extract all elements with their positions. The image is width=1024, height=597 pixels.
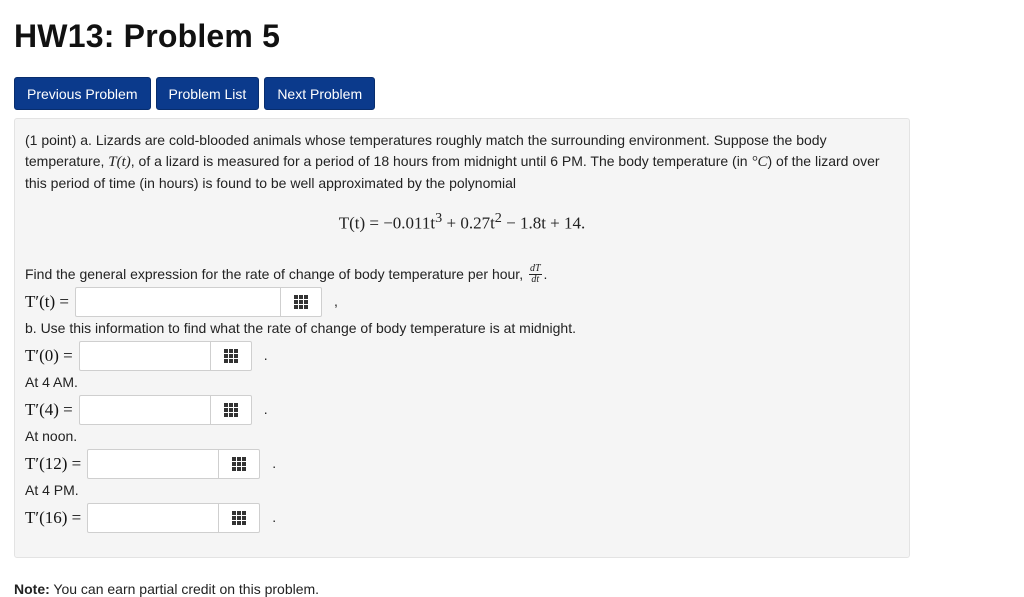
noon-label: T′(12) = [25, 454, 82, 474]
answer-row-4pm [25, 501, 899, 534]
equation-editor-button[interactable] [211, 341, 252, 371]
partial-credit-note [14, 581, 319, 597]
derivative-trail: , [334, 293, 338, 310]
equation-mid: + 0.27t [442, 213, 495, 233]
problem-panel [14, 118, 910, 558]
derivative-answer-input[interactable] [75, 287, 281, 317]
problem-list-button[interactable]: Problem List [156, 77, 260, 110]
fraction-numerator: dT [529, 263, 541, 275]
intro-text-end: ) of the lizard over this period of time (in hours) is found to be well approximated by the polynomial [25, 153, 880, 191]
find-trail: . [543, 265, 548, 282]
grid-icon [232, 511, 246, 525]
at-noon-text: At noon. [25, 428, 78, 445]
grid-icon [224, 403, 238, 417]
derivative-label: T′(t) = [25, 292, 69, 312]
previous-problem-button[interactable]: Previous Problem [14, 77, 151, 110]
midnight-trail: . [263, 347, 268, 364]
equation-editor-button[interactable] [219, 449, 260, 479]
answer-row-noon [25, 447, 899, 480]
equation-exp3: 3 [435, 210, 443, 226]
grid-icon [232, 457, 246, 471]
problem-nav [14, 77, 375, 110]
unit-math: °C [751, 154, 768, 170]
four-am-trail: . [263, 401, 268, 418]
answer-row-midnight [25, 339, 899, 372]
equation-exp2: 2 [494, 210, 502, 226]
midnight-answer-input[interactable] [79, 341, 211, 371]
note-text: You can earn partial credit on this problem. [49, 581, 320, 597]
note-label: Note: [14, 581, 50, 597]
equation-editor-button[interactable] [211, 395, 252, 425]
equation-editor-button[interactable] [219, 503, 260, 533]
four-pm-answer-input[interactable] [87, 503, 219, 533]
noon-answer-input[interactable] [87, 449, 219, 479]
four-pm-trail: . [272, 509, 277, 526]
equation-editor-button[interactable] [281, 287, 322, 317]
find-text: Find the general expression for the rate of change of body temperature per hour, [25, 265, 527, 282]
t-of-t-math: T(t) [108, 154, 131, 170]
at-4am-text: At 4 AM. [25, 374, 78, 391]
part-b-text: b. Use this information to find what the rate of change of body temperature is at midnight. [25, 320, 576, 337]
equation-rest: − 1.8t + 14. [501, 213, 586, 233]
noon-trail: . [272, 455, 277, 472]
four-am-label: T′(4) = [25, 400, 73, 420]
find-instruction [25, 264, 899, 286]
grid-icon [294, 295, 308, 309]
at-4pm-text: At 4 PM. [25, 482, 79, 499]
fraction-denominator: dt [531, 274, 540, 286]
intro-text-start: (1 point) a. Lizards are cold-blooded animals whose temperatures roughly match the surrounding environment. Suppose the body temperature, [25, 132, 827, 169]
intro-text-middle: , of a lizard is measured for a period of 18 hours from midnight until 6 PM. The body temperature (in [130, 153, 752, 169]
grid-icon [224, 349, 238, 363]
four-am-answer-input[interactable] [79, 395, 211, 425]
page-title: HW13: Problem 5 [14, 18, 281, 54]
midnight-label: T′(0) = [25, 346, 73, 366]
polynomial-equation [25, 208, 899, 234]
next-problem-button[interactable]: Next Problem [264, 77, 375, 110]
equation-lhs: T(t) = −0.011t [338, 213, 436, 233]
four-pm-label: T′(16) = [25, 508, 82, 528]
answer-row-4am [25, 393, 899, 426]
problem-intro [25, 130, 899, 194]
answer-row-derivative [25, 285, 899, 318]
dt-fraction [529, 264, 542, 285]
